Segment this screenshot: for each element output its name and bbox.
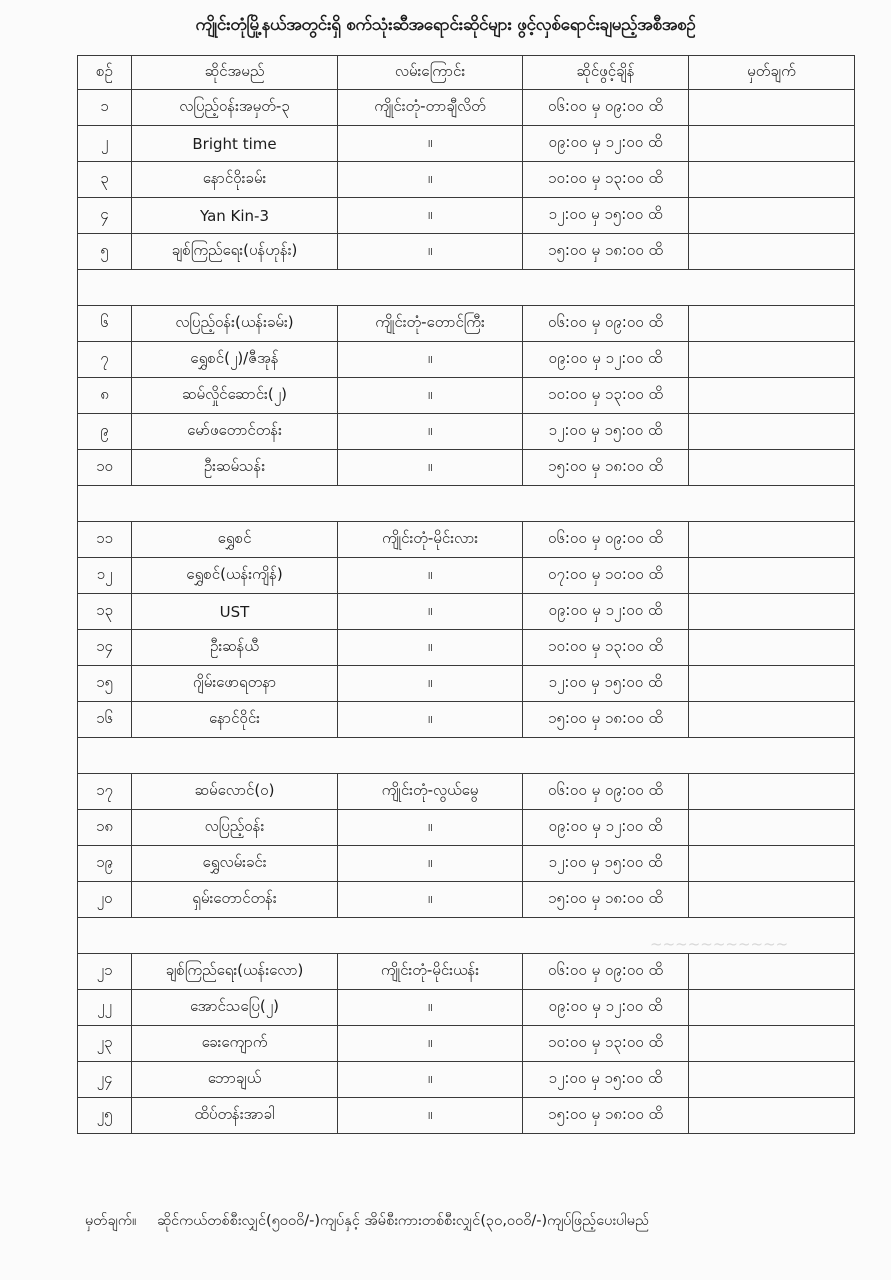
- header-row: [78, 56, 855, 90]
- remark-cell: [689, 126, 855, 162]
- remark-cell: [689, 846, 855, 882]
- shop-name-cell: ဆမ်လောင်(ဝ): [132, 774, 338, 810]
- route-cell: ။: [338, 990, 523, 1026]
- row-number-cell: ၂၅: [78, 1098, 132, 1134]
- opening-hours-cell: ၁၅:၀၀ မှ ၁၈:၀၀ ထိ: [523, 702, 689, 738]
- opening-hours-cell: ၀၆:၀၀ မှ ၀၉:၀၀ ထိ: [523, 774, 689, 810]
- table-row: [78, 450, 855, 486]
- table-row: [78, 1098, 855, 1134]
- row-number-cell: ၂၂: [78, 990, 132, 1026]
- opening-hours-cell: ၀၉:၀၀ မှ ၁၂:၀၀ ထိ: [523, 126, 689, 162]
- row-number-cell: ၁၇: [78, 774, 132, 810]
- opening-hours-cell: ၁၀:၀၀ မှ ၁၃:၀၀ ထိ: [523, 630, 689, 666]
- remark-cell: [689, 1026, 855, 1062]
- shop-name-cell: UST: [132, 594, 338, 630]
- shop-name-cell: ရွှေစင်(၂)/ဇီအုန်: [132, 342, 338, 378]
- opening-hours-cell: ၁၂:၀၀ မှ ၁၅:၀၀ ထိ: [523, 666, 689, 702]
- shop-name-cell: မော်ဖတောင်တန်း: [132, 414, 338, 450]
- opening-hours-cell: ၁၅:၀၀ မှ ၁၈:၀၀ ထိ: [523, 882, 689, 918]
- route-cell: ။: [338, 162, 523, 198]
- shop-name-cell: ဂျိမ်းဖောရတနာ: [132, 666, 338, 702]
- row-number-cell: ၄: [78, 198, 132, 234]
- route-cell: ။: [338, 594, 523, 630]
- shop-name-cell: အောင်သပြေ(၂): [132, 990, 338, 1026]
- row-number-cell: ၂၀: [78, 882, 132, 918]
- table-row: [78, 882, 855, 918]
- row-number-cell: ၁: [78, 90, 132, 126]
- table-row: [78, 342, 855, 378]
- route-cell: ။: [338, 342, 523, 378]
- opening-hours-cell: ၁၀:၀၀ မှ ၁၃:၀၀ ထိ: [523, 162, 689, 198]
- shop-name-cell: ထိပ်တန်းအာခါ: [132, 1098, 338, 1134]
- remark-cell: [689, 234, 855, 270]
- opening-hours-cell: ၀၆:၀၀ မှ ၀၉:၀၀ ထိ: [523, 522, 689, 558]
- group-separator: [78, 270, 855, 306]
- remark-cell: [689, 810, 855, 846]
- table-row: [78, 1026, 855, 1062]
- shop-name-cell: ခေးကျောက်: [132, 1026, 338, 1062]
- remark-cell: [689, 414, 855, 450]
- table-row: [78, 90, 855, 126]
- row-number-cell: ၃: [78, 162, 132, 198]
- opening-hours-cell: ၀၆:၀၀ မှ ၀၉:၀၀ ထိ: [523, 954, 689, 990]
- shop-name-cell: Yan Kin-3: [132, 198, 338, 234]
- shop-name-cell: ဆမ်လှိုင်ဆောင်း(၂): [132, 378, 338, 414]
- remark-cell: [689, 666, 855, 702]
- remark-cell: [689, 882, 855, 918]
- route-cell: ။: [338, 198, 523, 234]
- route-cell: ။: [338, 1062, 523, 1098]
- remark-cell: [689, 558, 855, 594]
- table-row: [78, 846, 855, 882]
- shop-name-cell: ရှမ်းတောင်တန်း: [132, 882, 338, 918]
- footnote: [85, 1212, 649, 1233]
- route-cell: ကျိုင်းတုံ-မိုင်းလား: [338, 522, 523, 558]
- route-cell: ။: [338, 810, 523, 846]
- table-row: [78, 702, 855, 738]
- table-row: [78, 162, 855, 198]
- table-row: [78, 954, 855, 990]
- opening-hours-cell: ၁၂:၀၀ မှ ၁၅:၀၀ ထိ: [523, 414, 689, 450]
- opening-hours-cell: ၀၉:၀၀ မှ ၁၂:၀၀ ထိ: [523, 990, 689, 1026]
- remark-cell: [689, 594, 855, 630]
- row-number-cell: ၇: [78, 342, 132, 378]
- table-row: [78, 414, 855, 450]
- footnote-text: ဆိုင်ကယ်တစ်စီးလျှင်(၅၀၀၀ိ/-)ကျပ်နှင့် အိမ်စီးကားတစ်စီးလျှင်(၃၀,၀၀၀ိ/-)ကျပ်ဖြည့်ပေးပါမည်: [157, 1213, 650, 1229]
- group-separator-row: [78, 738, 855, 774]
- table-row: [78, 126, 855, 162]
- route-cell: ။: [338, 846, 523, 882]
- row-number-cell: ၁၆: [78, 702, 132, 738]
- route-cell: ။: [338, 450, 523, 486]
- row-number-cell: ၂၁: [78, 954, 132, 990]
- remark-cell: [689, 162, 855, 198]
- row-number-cell: ၁၈: [78, 810, 132, 846]
- table-row: [78, 558, 855, 594]
- fuel-station-schedule-table: [77, 55, 855, 1134]
- table-row: [78, 234, 855, 270]
- remark-cell: [689, 1098, 855, 1134]
- table-row: [78, 198, 855, 234]
- opening-hours-cell: ၀၇:၀၀ မှ ၁၀:၀၀ ထိ: [523, 558, 689, 594]
- header-route: လမ်းကြောင်း: [338, 56, 523, 90]
- header-no: စဉ်: [78, 56, 132, 90]
- shop-name-cell: ချစ်ကြည်ရေး(ယန်းလော): [132, 954, 338, 990]
- remark-cell: [689, 378, 855, 414]
- row-number-cell: ၉: [78, 414, 132, 450]
- route-cell: ။: [338, 1098, 523, 1134]
- header-opening-hours: ဆိုင်ဖွင့်ချိန်: [523, 56, 689, 90]
- shop-name-cell: ချစ်ကြည်ရေး(ပန်ဟုန်း): [132, 234, 338, 270]
- shop-name-cell: ဦးဆမ်သန်း: [132, 450, 338, 486]
- row-number-cell: ၁၂: [78, 558, 132, 594]
- remark-cell: [689, 954, 855, 990]
- row-number-cell: ၂၄: [78, 1062, 132, 1098]
- shop-name-cell: ဘောချယ်: [132, 1062, 338, 1098]
- header-remark: မှတ်ချက်: [689, 56, 855, 90]
- table-row: [78, 810, 855, 846]
- row-number-cell: ၁၄: [78, 630, 132, 666]
- opening-hours-cell: ၁၀:၀၀ မှ ၁၃:၀၀ ထိ: [523, 378, 689, 414]
- route-cell: ။: [338, 630, 523, 666]
- shop-name-cell: ဦးဆန်ယီ: [132, 630, 338, 666]
- footnote-label: မှတ်ချက်။: [85, 1213, 137, 1229]
- remark-cell: [689, 342, 855, 378]
- row-number-cell: ၆: [78, 306, 132, 342]
- remark-cell: [689, 198, 855, 234]
- table-row: [78, 594, 855, 630]
- shop-name-cell: ရွှေစင်(ယန်းကျိန်): [132, 558, 338, 594]
- remark-cell: [689, 702, 855, 738]
- row-number-cell: ၅: [78, 234, 132, 270]
- table-row: [78, 378, 855, 414]
- route-cell: ။: [338, 558, 523, 594]
- shop-name-cell: Bright time: [132, 126, 338, 162]
- route-cell: ။: [338, 414, 523, 450]
- route-cell: ။: [338, 1026, 523, 1062]
- table-row: [78, 666, 855, 702]
- row-number-cell: ၁၃: [78, 594, 132, 630]
- remark-cell: [689, 306, 855, 342]
- table-row: [78, 990, 855, 1026]
- route-cell: ကျိုင်းတုံ-မိုင်းယန်း: [338, 954, 523, 990]
- remark-cell: [689, 1062, 855, 1098]
- opening-hours-cell: ၁၂:၀၀ မှ ၁၅:၀၀ ထိ: [523, 846, 689, 882]
- opening-hours-cell: ၀၉:၀၀ မှ ၁၂:၀၀ ထိ: [523, 594, 689, 630]
- shop-name-cell: လပြည့်ဝန်း(ယန်းခမ်း): [132, 306, 338, 342]
- shop-name-cell: လပြည့်ဝန်း: [132, 810, 338, 846]
- opening-hours-cell: ၁၂:၀၀ မှ ၁၅:၀၀ ထိ: [523, 1062, 689, 1098]
- shop-name-cell: နောင်ဝိုးခမ်း: [132, 162, 338, 198]
- route-cell: ။: [338, 234, 523, 270]
- remark-cell: [689, 522, 855, 558]
- shop-name-cell: ရွှေလမ်းခင်း: [132, 846, 338, 882]
- remark-cell: [689, 630, 855, 666]
- opening-hours-cell: ၁၅:၀၀ မှ ၁၈:၀၀ ထိ: [523, 1098, 689, 1134]
- shop-name-cell: ရွှေစင်: [132, 522, 338, 558]
- watermark: ~~~~~~~~~~~: [650, 935, 789, 953]
- table-row: [78, 522, 855, 558]
- group-separator-row: [78, 486, 855, 522]
- table-row: [78, 306, 855, 342]
- row-number-cell: ၂၃: [78, 1026, 132, 1062]
- row-number-cell: ၁၁: [78, 522, 132, 558]
- table-row: [78, 1062, 855, 1098]
- opening-hours-cell: ၁၀:၀၀ မှ ၁၃:၀၀ ထိ: [523, 1026, 689, 1062]
- opening-hours-cell: ၀၆:၀၀ မှ ၀၉:၀၀ ထိ: [523, 90, 689, 126]
- route-cell: ။: [338, 378, 523, 414]
- opening-hours-cell: ၁၂:၀၀ မှ ၁၅:၀၀ ထိ: [523, 198, 689, 234]
- remark-cell: [689, 90, 855, 126]
- opening-hours-cell: ၁၅:၀၀ မှ ၁၈:၀၀ ထိ: [523, 234, 689, 270]
- row-number-cell: ၁၅: [78, 666, 132, 702]
- shop-name-cell: လပြည့်ဝန်းအမှတ်-၃: [132, 90, 338, 126]
- row-number-cell: ၁၉: [78, 846, 132, 882]
- opening-hours-cell: ၀၆:၀၀ မှ ၀၉:၀၀ ထိ: [523, 306, 689, 342]
- route-cell: ။: [338, 666, 523, 702]
- route-cell: ။: [338, 882, 523, 918]
- opening-hours-cell: ၁၅:၀၀ မှ ၁၈:၀၀ ထိ: [523, 450, 689, 486]
- remark-cell: [689, 774, 855, 810]
- route-cell: ။: [338, 702, 523, 738]
- remark-cell: [689, 990, 855, 1026]
- opening-hours-cell: ၀၉:၀၀ မှ ၁၂:၀၀ ထိ: [523, 810, 689, 846]
- route-cell: ကျိုင်းတုံ-တာချီလိတ်: [338, 90, 523, 126]
- group-separator-row: [78, 270, 855, 306]
- group-separator: [78, 738, 855, 774]
- row-number-cell: ၈: [78, 378, 132, 414]
- route-cell: ကျိုင်းတုံ-တောင်ကြီး: [338, 306, 523, 342]
- route-cell: ကျိုင်းတုံ-လွယ်မွေ: [338, 774, 523, 810]
- row-number-cell: ၂: [78, 126, 132, 162]
- route-cell: ။: [338, 126, 523, 162]
- shop-name-cell: နောင်ဝိုင်း: [132, 702, 338, 738]
- document-title: ကျိုင်းတုံမြို့နယ်အတွင်းရှိ စက်သုံးဆီအရောင်းဆိုင်များ ဖွင့်လှစ်ရောင်းချမည့်အစီအစဉ်: [195, 15, 696, 35]
- opening-hours-cell: ၀၉:၀၀ မှ ၁၂:၀၀ ထိ: [523, 342, 689, 378]
- table-row: [78, 774, 855, 810]
- group-separator: [78, 486, 855, 522]
- table-row: [78, 630, 855, 666]
- remark-cell: [689, 450, 855, 486]
- header-shop-name: ဆိုင်အမည်: [132, 56, 338, 90]
- row-number-cell: ၁၀: [78, 450, 132, 486]
